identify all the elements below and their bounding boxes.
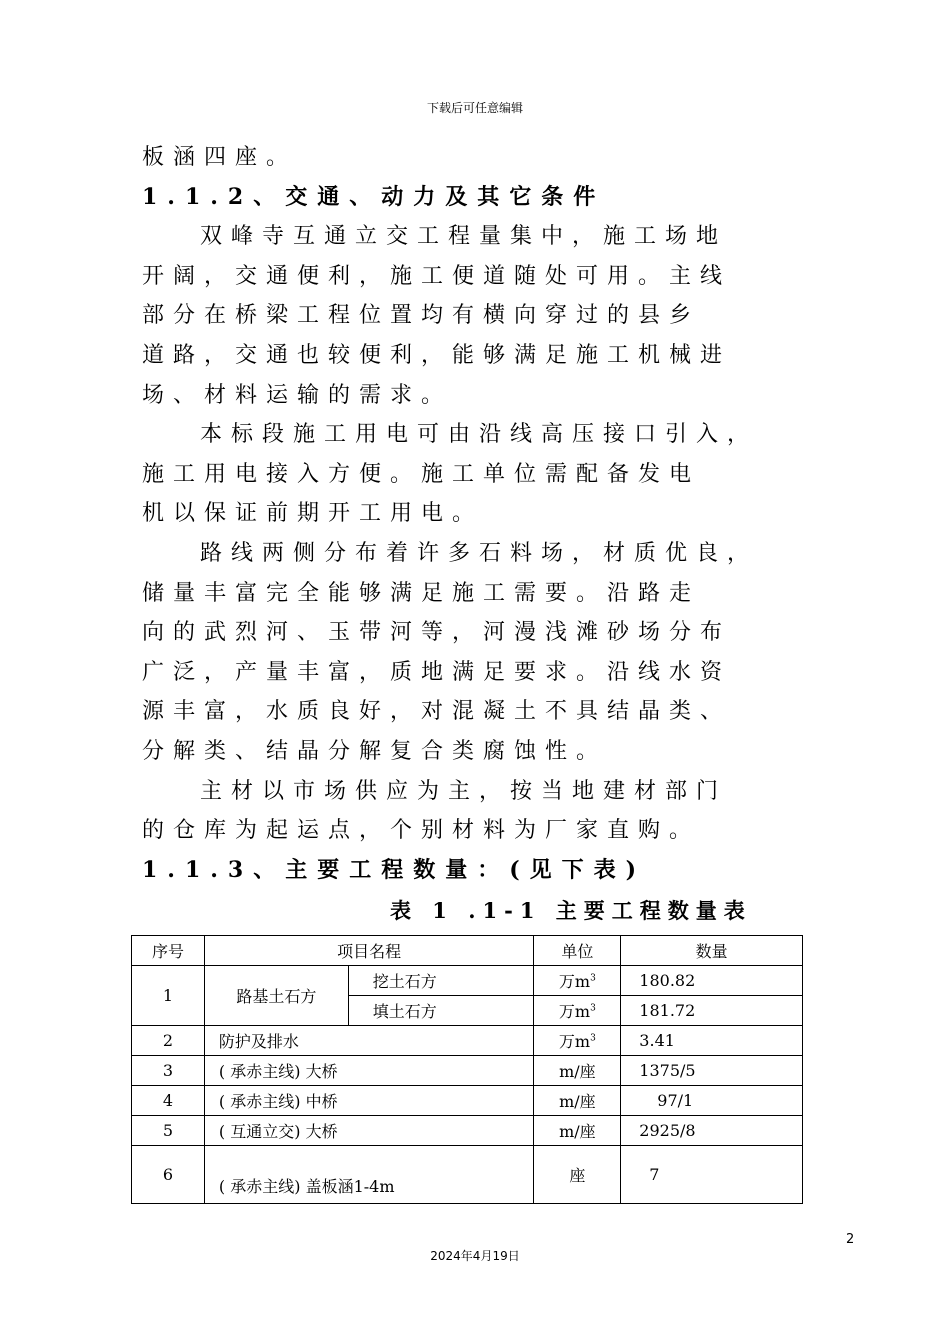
section-heading: 1.1.2、交通、动力及其它条件 [142, 183, 606, 210]
cell-no: 3 [132, 1056, 205, 1086]
table-row [132, 1086, 803, 1116]
cell-qty: 180.82 [621, 966, 803, 996]
cell-no: 6 [132, 1146, 205, 1204]
cell-qty: 3.41 [621, 1026, 803, 1056]
cell-name: ( 互通立交) 大桥 [204, 1116, 534, 1146]
section-heading: 1.1.3、主要工程数量：(见下表) [142, 856, 647, 883]
table-row [132, 1146, 803, 1204]
text-line: 板涵四座。 [142, 145, 298, 170]
cell-unit: m/座 [534, 1086, 621, 1116]
cell-unit: m/座 [534, 1116, 621, 1146]
text-line: 源丰富，水质良好，对混凝土不具结晶类、 [142, 699, 732, 725]
cell-no: 2 [132, 1026, 205, 1056]
cell-group: 路基土石方 [204, 966, 348, 1026]
unit-superscript: 3 [590, 1033, 596, 1044]
cell-qty: 2925/8 [621, 1116, 803, 1146]
cell-name: ( 承赤主线) 盖板涵1-4m [204, 1146, 534, 1204]
paragraph-first-line: 主材以市场供应为主，按当地建材部门 [200, 778, 728, 804]
text-line: 机以保证前期开工用电。 [142, 501, 484, 527]
cell-unit [534, 966, 621, 996]
unit-superscript: 3 [590, 1003, 596, 1014]
table-row [132, 1116, 803, 1146]
table-row [132, 1056, 803, 1086]
text-line: 施工用电接入方便。施工单位需配备发电 [142, 461, 701, 487]
paragraph-first-line: 本标段施工用电可由沿线高压接口引入， [200, 422, 759, 448]
text-line: 储量丰富完全能够满足施工需要。沿路走 [142, 580, 701, 606]
cell-name: 填土石方 [348, 996, 534, 1026]
page-header: 下载后可任意编辑 [426, 101, 523, 115]
cell-name: ( 承赤主线) 大桥 [204, 1056, 534, 1086]
table-header-row [132, 936, 803, 966]
cell-unit [534, 1026, 621, 1056]
text-line: 场、材料运输的需求。 [142, 382, 453, 408]
cell-name: 防护及排水 [204, 1026, 534, 1056]
unit-text: 万m [558, 972, 591, 991]
cell-name: ( 承赤主线) 中桥 [204, 1086, 534, 1116]
cell-name: 挖土石方 [348, 966, 534, 996]
quantity-table [131, 935, 803, 1204]
text-line: 向的武烈河、玉带河等，河漫浅滩砂场分布 [142, 620, 732, 646]
unit-superscript: 3 [590, 973, 596, 984]
cell-unit [534, 996, 621, 1026]
cell-no: 4 [132, 1086, 205, 1116]
text-line: 的仓库为起运点，个别材料为厂家直购。 [142, 818, 701, 844]
paragraph-first-line: 双峰寺互通立交工程量集中，施工场地 [200, 224, 728, 250]
table-row [132, 1026, 803, 1056]
text-line: 部分在桥梁工程位置均有横向穿过的县乡 [142, 303, 701, 329]
text-line: 分解类、结晶分解复合类腐蚀性。 [142, 738, 608, 764]
cell-unit: 座 [534, 1146, 621, 1204]
cell-unit: m/座 [534, 1056, 621, 1086]
cell-qty: 181.72 [621, 996, 803, 1026]
table-caption: 表 1 .1-1 主要工程数量表 [390, 898, 752, 923]
cell-no: 1 [132, 966, 205, 1026]
text-line: 广泛，产量丰富，质地满足要求。沿线水资 [142, 659, 732, 685]
text-line: 开阔，交通便利，施工便道随处可用。主线 [142, 263, 732, 289]
body-text [142, 138, 882, 890]
header-cell-name: 项目名程 [204, 936, 534, 966]
header-cell-unit: 单位 [534, 936, 621, 966]
cell-qty: 97/1 [621, 1086, 803, 1116]
unit-text: 万m [558, 1032, 591, 1051]
page-footer-date: 2024年4月19日 [430, 1249, 520, 1263]
cell-qty: 1375/5 [621, 1056, 803, 1086]
header-cell-qty: 数量 [621, 936, 803, 966]
cell-no: 5 [132, 1116, 205, 1146]
page-number: 2 [846, 1232, 855, 1247]
header-cell-no: 序号 [132, 936, 205, 966]
text-line: 道路，交通也较便利，能够满足施工机械进 [142, 342, 732, 368]
paragraph-first-line: 路线两侧分布着许多石料场，材质优良， [200, 540, 759, 566]
unit-text: 万m [558, 1002, 591, 1021]
cell-qty: 7 [621, 1146, 803, 1204]
table-row [132, 966, 803, 996]
